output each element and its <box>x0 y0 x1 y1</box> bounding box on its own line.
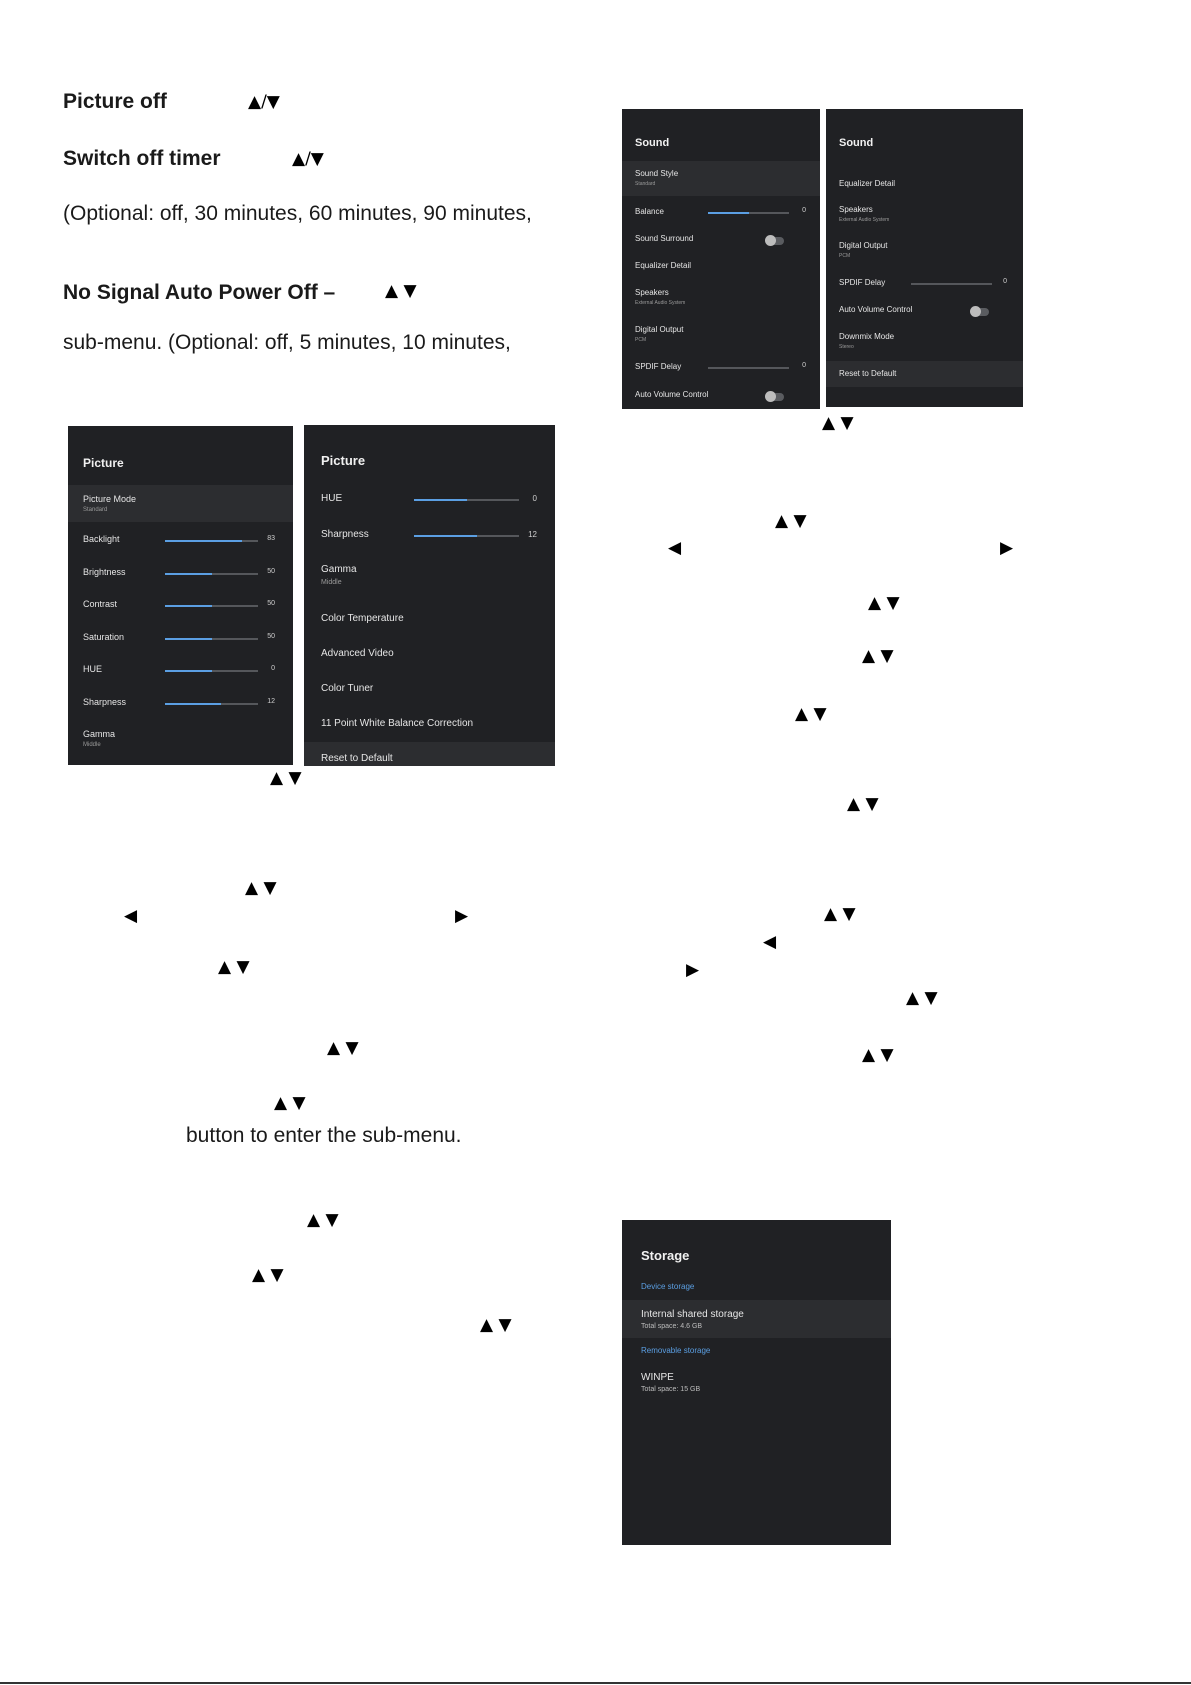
menu-item-sound-style[interactable] <box>622 161 820 196</box>
item-label: Picture Mode <box>83 494 137 504</box>
menu-item-spdif-delay[interactable] <box>622 362 820 376</box>
up-down-arrows-icon: ▲/▼ <box>248 92 280 112</box>
item-sub: Total space: 4.6 GB <box>641 1323 703 1330</box>
menu-item-balance[interactable] <box>622 207 820 221</box>
item-label: HUE <box>83 664 103 674</box>
item-sub: External Audio System <box>635 300 686 306</box>
up-down-arrows-icon: ▲ ▼ <box>822 413 854 433</box>
left-arrow-icon: ◀ <box>763 932 777 952</box>
menu-item-downmix-mode[interactable] <box>826 332 1023 354</box>
item-label: Color Temperature <box>321 613 404 624</box>
up-down-arrows-icon: ▲ ▼ <box>847 794 879 814</box>
item-value: 0 <box>271 665 275 672</box>
menu-item-sharpness[interactable] <box>304 529 555 543</box>
item-label: Balance <box>635 207 664 216</box>
item-sub: Standard <box>635 181 656 187</box>
item-label: Sharpness <box>321 529 369 540</box>
menu-item-contrast[interactable] <box>68 599 293 613</box>
storage-item-internal[interactable] <box>622 1300 891 1338</box>
slider-fill <box>165 638 212 640</box>
up-down-arrows-icon: ▲ ▼ <box>307 1210 339 1230</box>
power-off-options-text: sub-menu. (Optional: off, 5 minutes, 10 minutes, <box>63 331 511 354</box>
heading-picture-off: Picture off <box>63 90 167 113</box>
panel-title: Sound <box>635 137 670 149</box>
item-label: Color Tuner <box>321 683 374 694</box>
left-arrow-icon: ◀ <box>124 906 138 926</box>
item-label: Gamma <box>321 564 357 575</box>
item-label: Speakers <box>839 205 873 214</box>
item-label: Contrast <box>83 599 118 609</box>
sound-menu-panel-scrolled <box>826 109 1023 407</box>
toggle-switch[interactable] <box>971 308 989 316</box>
menu-item-speakers[interactable] <box>622 288 820 310</box>
up-down-arrows-icon: ▲ ▼ <box>274 1093 306 1113</box>
menu-item-hue[interactable] <box>304 493 555 507</box>
slider-track[interactable] <box>165 638 258 640</box>
toggle-switch[interactable] <box>766 393 784 401</box>
slider-fill <box>165 670 212 672</box>
menu-item-picture-mode[interactable] <box>68 485 293 522</box>
slider-track[interactable] <box>165 605 258 607</box>
item-value: 12 <box>267 697 275 705</box>
item-value: 50 <box>267 567 275 575</box>
up-down-arrows-icon: ▲ ▼ <box>824 904 856 924</box>
menu-item-digital-output[interactable] <box>622 325 820 347</box>
slider-track[interactable] <box>165 573 258 575</box>
balance-slider[interactable] <box>708 212 789 214</box>
item-value: 0 <box>532 494 537 503</box>
slider-fill <box>165 703 221 705</box>
up-down-arrows-icon: ▲ ▼ <box>480 1315 512 1335</box>
menu-item-color-tuner[interactable] <box>304 683 555 703</box>
storage-item-winpe[interactable] <box>622 1372 891 1398</box>
item-label: Internal shared storage <box>641 1309 744 1320</box>
up-down-arrows-icon: ▲ ▼ <box>906 988 938 1008</box>
item-sub: Stereo <box>839 344 854 350</box>
menu-item-gamma[interactable] <box>68 729 293 763</box>
item-sub: PCM <box>635 337 647 343</box>
item-label: Reset to Default <box>321 753 393 764</box>
toggle-knob <box>765 391 776 402</box>
slider-fill <box>165 573 212 575</box>
menu-item-reset-to-default[interactable] <box>304 742 555 766</box>
spdif-delay-slider[interactable] <box>708 367 789 369</box>
item-sub: Total space: 15 GB <box>641 1386 701 1393</box>
item-label: Sound Style <box>635 169 679 178</box>
toggle-switch[interactable] <box>766 237 784 245</box>
item-sub: Standard <box>83 507 108 513</box>
up-down-arrows-icon: ▲ ▼ <box>245 878 277 898</box>
slider-fill <box>708 212 749 214</box>
item-label: Speakers <box>635 288 669 297</box>
item-value: 50 <box>267 600 275 607</box>
up-down-arrows-icon: ▲/▼ <box>292 149 324 169</box>
menu-item-gamma[interactable] <box>304 564 555 594</box>
menu-item-digital-output[interactable] <box>826 241 1023 263</box>
sound-menu-panel <box>622 109 820 409</box>
item-label: SPDIF Delay <box>839 278 886 287</box>
menu-item-white-balance[interactable] <box>304 718 555 738</box>
toggle-knob <box>765 235 776 246</box>
item-label: Auto Volume Control <box>635 390 709 399</box>
up-down-arrows-icon: ▲ ▼ <box>252 1265 284 1285</box>
right-arrow-icon: ▶ <box>455 906 469 926</box>
up-down-arrows-icon: ▲ ▼ <box>795 704 827 724</box>
up-down-arrows-icon: ▲ ▼ <box>327 1038 359 1058</box>
slider-track[interactable] <box>414 535 519 537</box>
item-value: 0 <box>1003 278 1007 285</box>
menu-item-backlight[interactable] <box>68 534 293 548</box>
storage-menu-panel <box>622 1220 891 1545</box>
item-sub: Middle <box>321 579 342 586</box>
item-sub: Middle <box>83 742 101 748</box>
item-label: Sound Surround <box>635 234 694 243</box>
up-down-arrows-icon: ▲ ▼ <box>218 957 250 977</box>
picture-menu-panel <box>68 426 293 765</box>
panel-title: Picture <box>83 456 124 470</box>
picture-menu-panel-scrolled <box>304 425 555 766</box>
item-label: Sharpness <box>83 696 127 707</box>
item-label: Equalizer Detail <box>635 261 692 270</box>
menu-item-sharpness[interactable] <box>68 697 293 711</box>
up-down-arrows-icon: ▲ ▼ <box>775 511 807 531</box>
slider-track[interactable] <box>165 703 258 705</box>
slider-track[interactable] <box>165 670 258 672</box>
up-down-arrows-icon: ▲ ▼ <box>862 646 894 666</box>
up-down-arrows-icon: ▲ ▼ <box>385 281 417 301</box>
item-label: Reset to Default <box>839 369 897 378</box>
item-value: 0 <box>802 207 806 214</box>
right-arrow-icon: ▶ <box>686 960 700 980</box>
item-label: Advanced Video <box>321 648 394 659</box>
menu-item-brightness[interactable] <box>68 567 293 581</box>
menu-item-hue[interactable] <box>68 664 293 678</box>
item-label: SPDIF Delay <box>635 362 682 371</box>
menu-item-speakers[interactable] <box>826 205 1023 227</box>
slider-fill <box>165 605 212 607</box>
up-down-arrows-icon: ▲ ▼ <box>862 1045 894 1065</box>
item-sub: External Audio System <box>839 217 890 223</box>
menu-item-spdif-delay[interactable] <box>826 278 1023 292</box>
menu-item-advanced-video[interactable] <box>304 648 555 668</box>
menu-item-saturation[interactable] <box>68 632 293 646</box>
menu-item-equalizer-detail[interactable] <box>826 179 1023 193</box>
item-label: Saturation <box>83 631 125 642</box>
left-arrow-icon: ◀ <box>668 538 682 558</box>
item-label: Auto Volume Control <box>839 305 913 314</box>
slider-track[interactable] <box>414 499 519 501</box>
panel-title: Picture <box>321 453 366 468</box>
item-value: 83 <box>267 535 275 542</box>
up-down-arrows-icon: ▲ ▼ <box>868 593 900 613</box>
page-bottom-rule <box>0 1682 1191 1684</box>
item-value: 0 <box>802 362 806 369</box>
timer-options-text: (Optional: off, 30 minutes, 60 minutes, 90 minutes, <box>63 202 532 225</box>
item-label: Gamma <box>83 729 116 739</box>
item-label: Digital Output <box>839 241 888 250</box>
item-value: 12 <box>528 530 537 539</box>
panel-title: Storage <box>641 1248 690 1263</box>
item-label: HUE <box>321 493 343 504</box>
panel-title: Sound <box>839 137 874 149</box>
heading-no-signal-auto-power-off: No Signal Auto Power Off – <box>63 281 336 304</box>
slider-track[interactable] <box>165 540 258 542</box>
menu-item-auto-volume-control[interactable] <box>622 390 820 404</box>
spdif-delay-slider[interactable] <box>911 283 992 285</box>
item-label: Backlight <box>83 534 120 544</box>
section-device-storage: Device storage <box>641 1282 695 1291</box>
item-label: Brightness <box>83 566 126 577</box>
item-label: WINPE <box>641 1372 674 1383</box>
item-label: 11 Point White Balance Correction <box>321 718 474 729</box>
item-label: Digital Output <box>635 325 684 334</box>
heading-switch-off-timer: Switch off timer <box>63 147 221 170</box>
toggle-knob <box>970 306 981 317</box>
up-down-arrows-icon: ▲ ▼ <box>270 768 302 788</box>
section-removable-storage: Removable storage <box>641 1346 711 1355</box>
item-value: 50 <box>267 632 275 640</box>
menu-item-auto-volume-control[interactable] <box>826 305 1023 319</box>
item-label: Downmix Mode <box>839 332 895 341</box>
menu-item-equalizer-detail[interactable] <box>622 261 820 275</box>
item-label: Equalizer Detail <box>839 179 896 188</box>
right-arrow-icon: ▶ <box>1000 538 1014 558</box>
slider-fill <box>165 540 242 542</box>
enter-submenu-text: button to enter the sub-menu. <box>186 1124 462 1147</box>
menu-item-color-temperature[interactable] <box>304 613 555 633</box>
slider-fill <box>414 535 477 537</box>
item-sub: PCM <box>839 253 851 259</box>
menu-item-reset-to-default[interactable] <box>826 361 1023 387</box>
menu-item-sound-surround[interactable] <box>622 234 820 248</box>
slider-fill <box>414 499 467 501</box>
